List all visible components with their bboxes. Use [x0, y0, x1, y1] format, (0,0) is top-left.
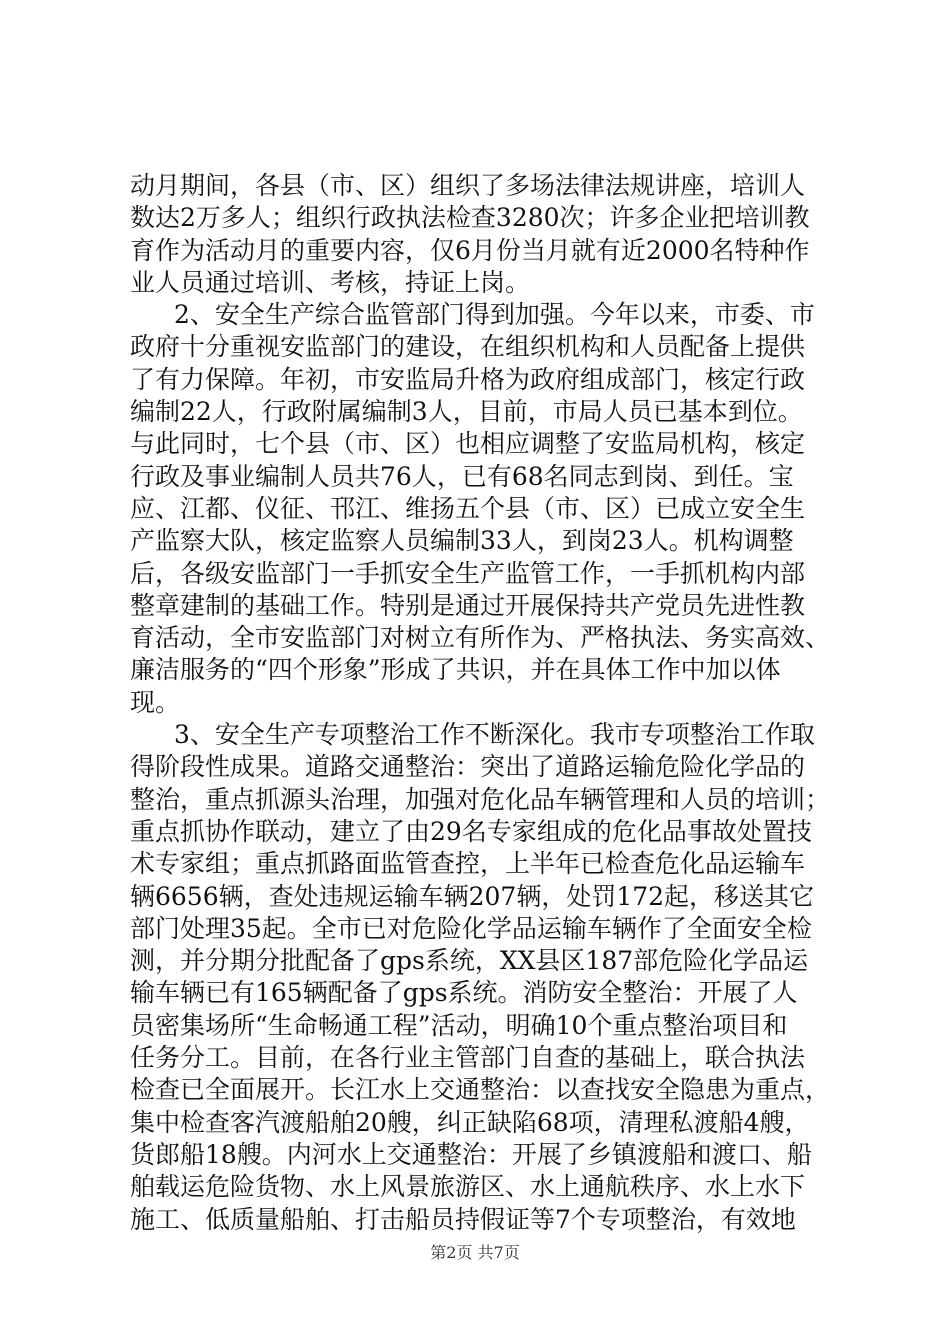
text-line: 行政及事业编制人员共76人，已有68名同志到岗、到任。宝: [130, 461, 794, 491]
text-line: 产监察大队，核定监察人员编制33人，到岗23人。机构调整: [130, 526, 794, 556]
text-line: 整治，重点抓源头治理，加强对危化品车辆管理和人员的培训；: [130, 784, 831, 814]
text-line: 业人员通过培训、考核，持证上岗。: [130, 267, 531, 297]
text-line: 员密集场所“生命畅通工程”活动，明确10个重点整治项目和: [130, 1010, 788, 1040]
text-line: 集中检查客汽渡船舶20艘，纠正缺陷68项，清理私渡船4艘，: [130, 1107, 810, 1137]
text-line: 编制22人，行政附属编制3人，目前，市局人员已基本到位。: [130, 397, 803, 427]
text-line: 施工、低质量船舶、打击船员持假证等7个专项整治，有效地: [130, 1204, 796, 1234]
text-line: 数达2万多人；组织行政执法检查3280次；许多企业把培训教: [130, 203, 810, 233]
text-line: 货郎船18艘。内河水上交通整治：开展了乡镇渡船和渡口、船: [130, 1139, 812, 1169]
text-line: 了有力保障。年初，市安监局升格为政府组成部门，核定行政: [130, 364, 806, 394]
paragraph-start-line: 2、安全生产综合监管部门得到加强。今年以来，市委、市: [174, 300, 815, 330]
text-line: 测，并分期分批配备了gps系统，XX县区187部危险化学品运: [130, 946, 809, 976]
text-line: 检查已全面展开。长江水上交通整治：以查找安全隐患为重点，: [130, 1075, 831, 1105]
text-line: 部门处理35起。全市已对危险化学品运输车辆作了全面安全检: [130, 913, 812, 943]
text-line: 术专家组；重点抓路面监管查控，上半年已检查危化品运输车: [130, 849, 806, 879]
text-line: 任务分工。目前，在各行业主管部门自查的基础上，联合执法: [130, 1043, 806, 1073]
paragraph-start-line: 3、安全生产专项整治工作不断深化。我市专项整治工作取: [174, 720, 815, 750]
text-line: 动月期间，各县（市、区）组织了多场法律法规讲座，培训人: [130, 171, 806, 200]
text-line: 输车辆已有165辆配备了gps系统。消防安全整治：开展了人: [130, 978, 798, 1008]
text-line: 与此同时，七个县（市、区）也相应调整了安监局机构，核定: [130, 429, 806, 459]
text-line: 重点抓协作联动，建立了由29名专家组成的危化品事故处置技: [130, 816, 812, 846]
text-line: 现。: [130, 687, 181, 717]
text-line: 育作为活动月的重要内容，仅6月份当月就有近2000名特种作: [130, 235, 810, 265]
text-line: 整章建制的基础工作。特别是通过开展保持共产党员先进性教: [130, 590, 806, 620]
text-line: 舶载运危险货物、水上风景旅游区、水上通航秩序、水上水下: [130, 1172, 806, 1202]
text-line: 后，各级安监部门一手抓安全生产监管工作，一手抓机构内部: [130, 558, 806, 588]
text-line: 廉洁服务的“四个形象”形成了共识，并在具体工作中加以体: [130, 655, 781, 685]
page-number-label: 第2页 共7页: [430, 1243, 520, 1262]
text-line: 辆6656辆，查处违规运输车辆207辆，处罚172起，移送其它: [130, 881, 815, 911]
text-line: 得阶段性成果。道路交通整治：突出了道路运输危险化学品的: [130, 752, 806, 782]
text-line: 政府十分重视安监部门的建设，在组织机构和人员配备上提供: [130, 332, 806, 362]
page-footer: [0, 1240, 950, 1263]
text-line: 育活动，全市安监部门对树立有所作为、严格执法、务实高效、: [130, 623, 831, 653]
document-body: [130, 170, 830, 1236]
text-line: 应、江都、仪征、邗江、维扬五个县（市、区）已成立安全生: [130, 493, 806, 523]
